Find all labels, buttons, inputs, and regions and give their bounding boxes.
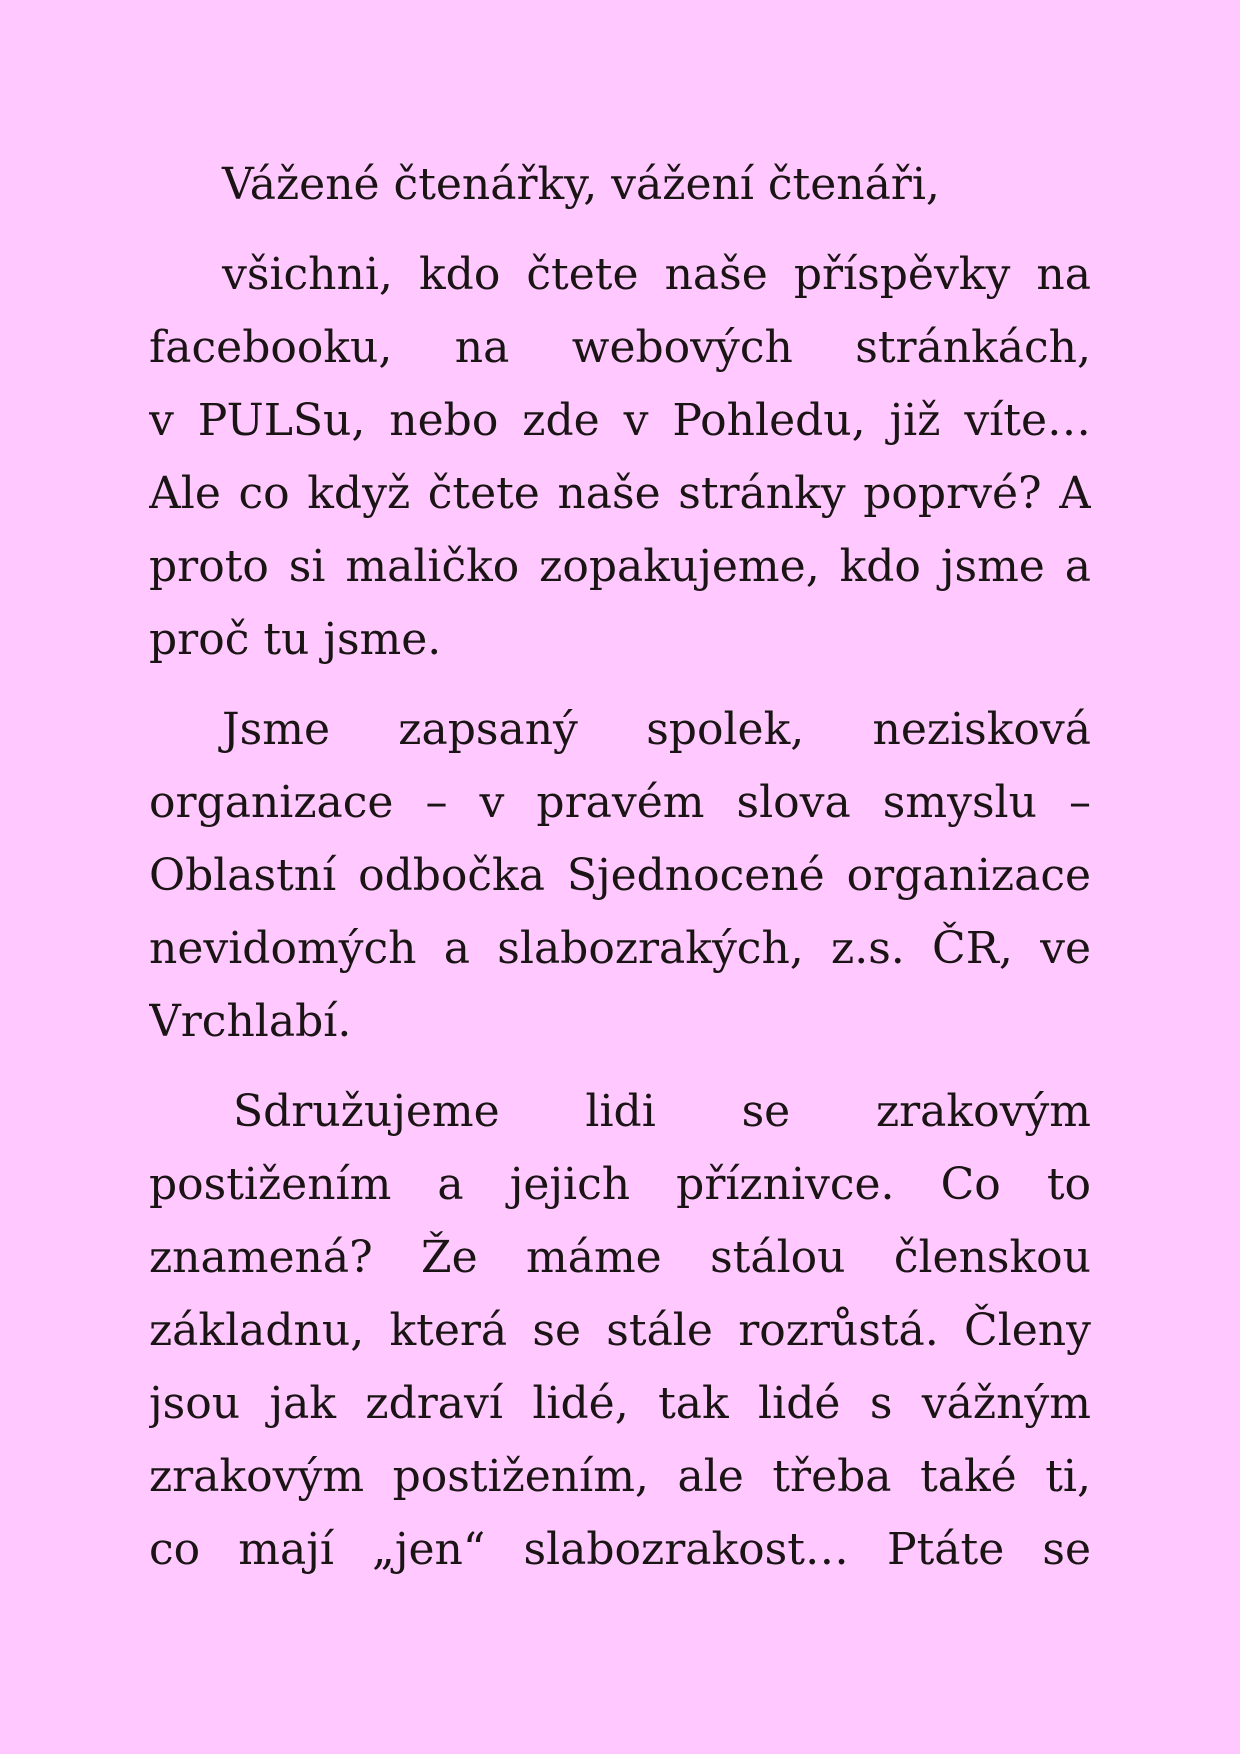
text-line: proč tu jsme. xyxy=(149,614,442,665)
text-line: jsou jak zdraví lidé, tak lidé s vážným xyxy=(149,1378,1091,1429)
text-line: znamená? Že máme stálou členskou xyxy=(149,1232,1091,1283)
text-line: Sdružujeme lidi se zrakovým xyxy=(233,1086,1091,1137)
text-line: zrakovým postižením, ale třeba také ti, xyxy=(149,1451,1091,1502)
text-line: Vrchlabí. xyxy=(149,996,352,1047)
text-line: Vážené čtenářky, vážení čtenáři, xyxy=(222,159,940,210)
text-line: organizace – v pravém slova smyslu – xyxy=(149,777,1091,828)
text-line: facebooku, na webových stránkách, xyxy=(149,322,1091,373)
members-paragraph xyxy=(149,1075,1091,1586)
text-line: postižením a jejich příznivce. Co to xyxy=(149,1159,1091,1210)
paragraph-gap xyxy=(149,676,1091,693)
text-line: proto si maličko zopakujeme, kdo jsme a xyxy=(149,541,1091,592)
text-line: všichni, kdo čtete naše příspěvky na xyxy=(222,249,1091,300)
text-line: Ale co když čtete naše stránky poprvé? A xyxy=(149,468,1091,519)
text-line: co mají „jen“ slabozrakost… Ptáte se xyxy=(149,1524,1091,1575)
text-line: Jsme zapsaný spolek, nezisková xyxy=(222,704,1091,755)
salutation-paragraph xyxy=(149,148,1091,221)
text-line: základnu, která se stále rozrůstá. Členy xyxy=(149,1305,1091,1356)
document-body xyxy=(149,148,1091,1586)
paragraph-gap xyxy=(149,221,1091,238)
intro-paragraph xyxy=(149,238,1091,676)
text-line: nevidomých a slabozrakých, z.s. ČR, ve xyxy=(149,923,1091,974)
paragraph-gap xyxy=(149,1058,1091,1075)
about-paragraph xyxy=(149,693,1091,1058)
text-line: Oblastní odbočka Sjednocené organizace xyxy=(149,850,1091,901)
text-line: v PULSu, nebo zde v Pohledu, již víte… xyxy=(149,395,1091,446)
